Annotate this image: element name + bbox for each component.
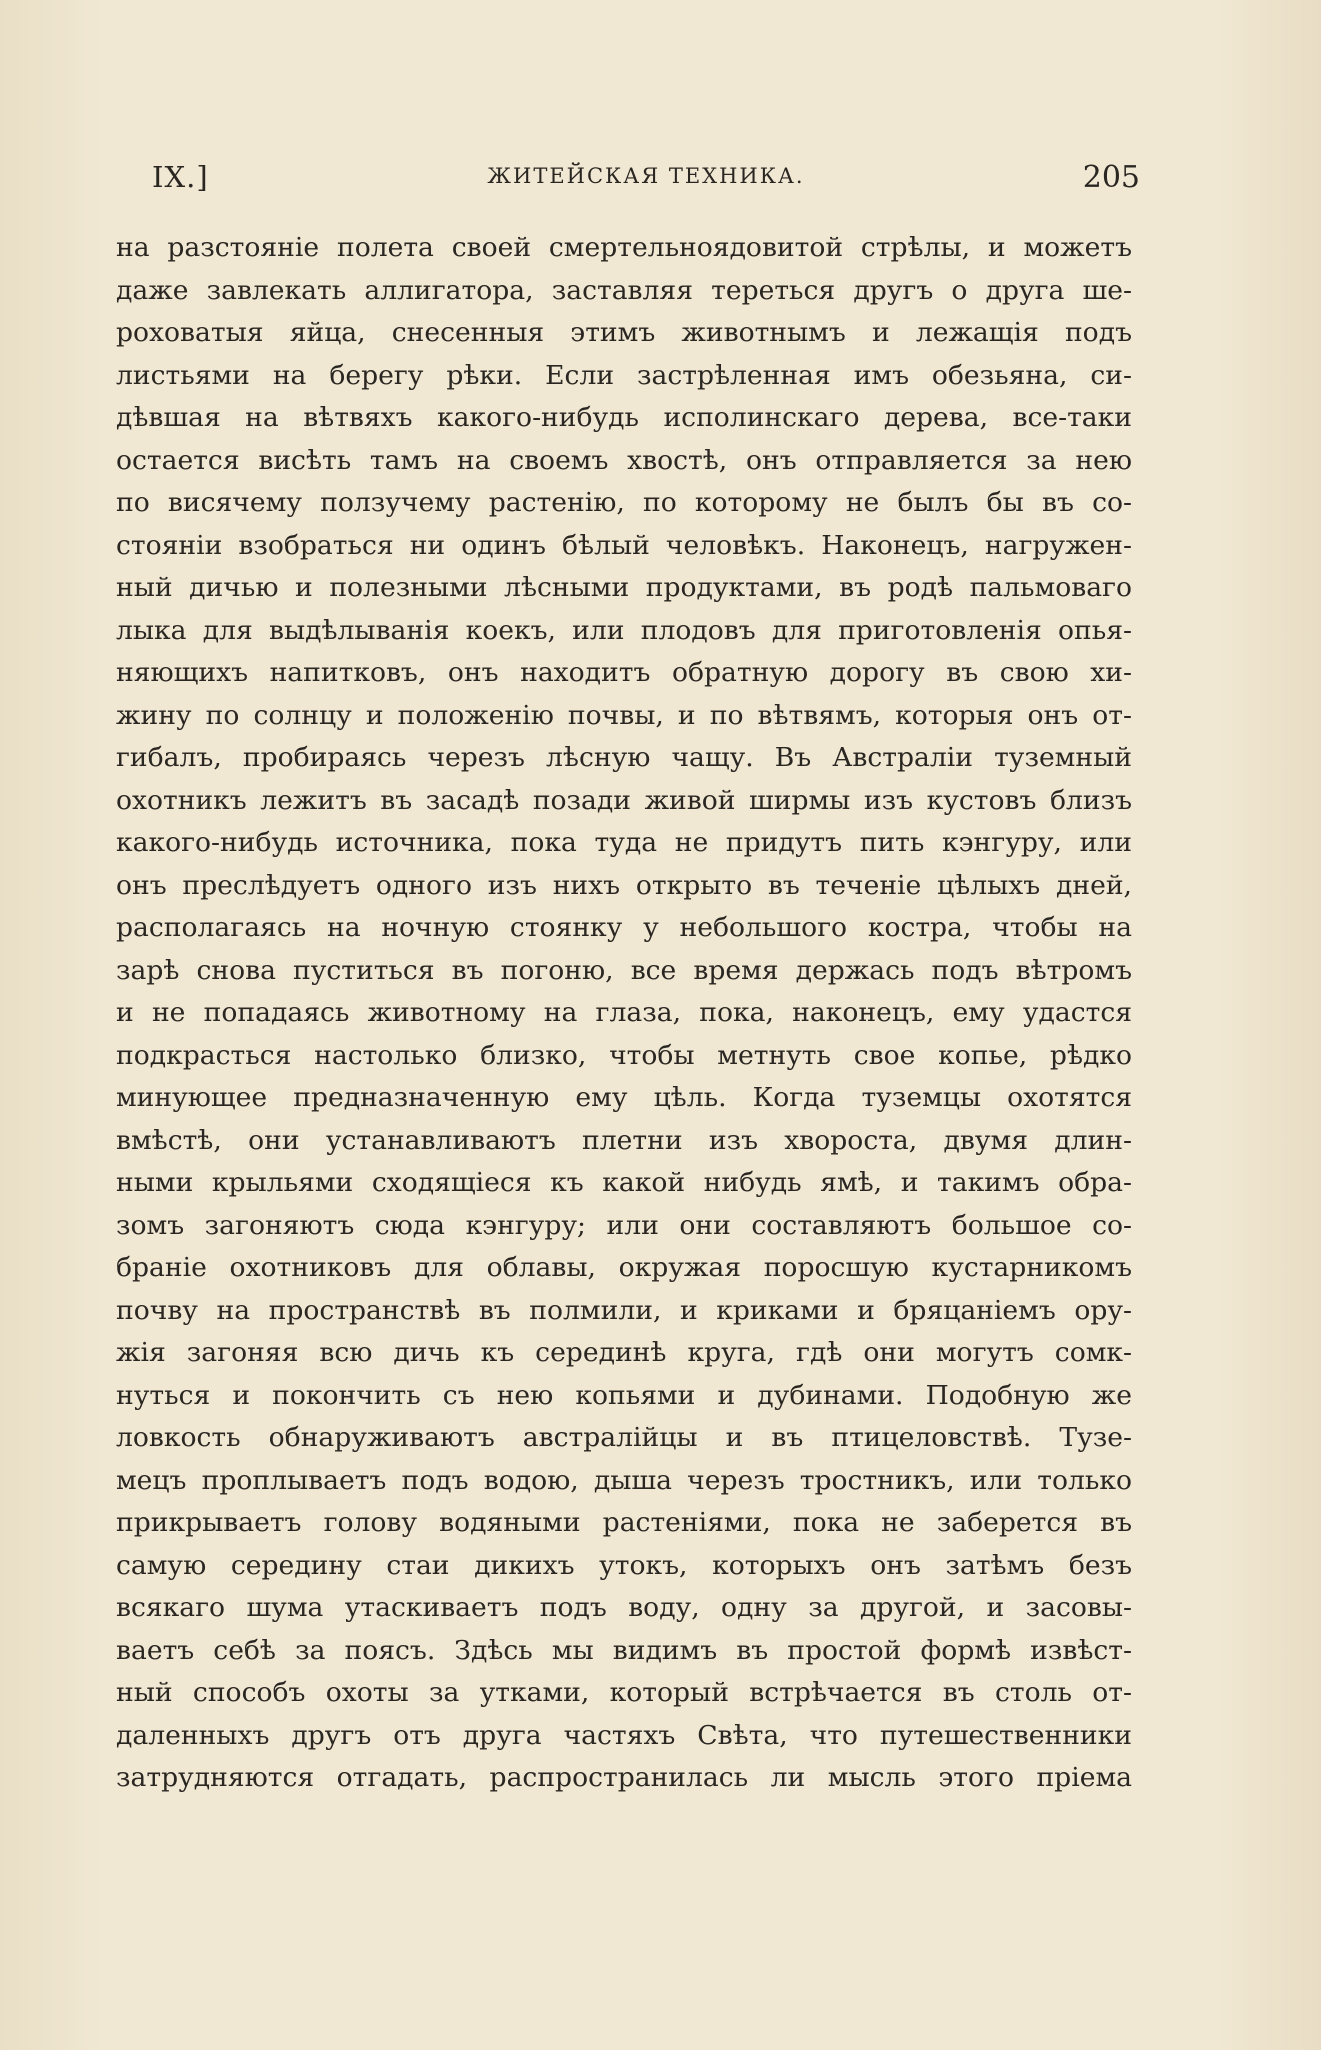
text-line: роховатыя яйца, снесенныя этимъ животнымъ и лежащія подъ bbox=[116, 317, 1132, 348]
text-line: прикрываетъ голову водяными растеніями, пока не заберется въ bbox=[116, 1507, 1132, 1538]
text-line: гибалъ, пробираясь черезъ лѣсную чащу. Въ Австраліи туземный bbox=[116, 742, 1132, 773]
text-line: листьями на берегу рѣки. Если застрѣленная имъ обезьяна, си- bbox=[116, 359, 1132, 391]
text-line: ваетъ себѣ за поясъ. Здѣсь мы видимъ въ простой формѣ извѣст- bbox=[116, 1634, 1132, 1666]
text-line: мецъ проплываетъ подъ водою, дыша черезъ тростникъ, или только bbox=[116, 1464, 1132, 1496]
text-line: ными крыльями сходящіеся къ какой нибудь ямѣ, и такимъ обра- bbox=[116, 1167, 1132, 1198]
text-line: какого-нибудь источника, пока туда не придутъ пить кэнгуру, или bbox=[116, 827, 1132, 858]
text-line: няющихъ напитковъ, онъ находитъ обратную дорогу въ свою хи- bbox=[116, 657, 1132, 688]
chapter-marker: IX.] bbox=[152, 160, 209, 194]
text-line: минующее предназначенную ему цѣль. Когда туземцы охотятся bbox=[116, 1082, 1132, 1113]
text-line: всякаго шума утаскиваетъ подъ воду, одну за другой, и засовы- bbox=[116, 1592, 1132, 1623]
text-line: ловкость обнаруживаютъ австралійцы и въ птицеловствѣ. Тузе- bbox=[116, 1422, 1132, 1453]
text-line: затрудняются отгадать, распространилась ли мысль этого пріема bbox=[116, 1762, 1132, 1793]
text-line: по висячему ползучему растенію, по которому не былъ бы въ со- bbox=[116, 487, 1132, 518]
text-line: остается висѣть тамъ на своемъ хвостѣ, онъ отправляется за нею bbox=[116, 444, 1132, 476]
text-line: дѣвшая на вѣтвяхъ какого-нибудь исполинскаго дерева, все-таки bbox=[116, 402, 1132, 433]
text-line: вмѣстѣ, они устанавливаютъ плетни изъ хвороста, двумя длин- bbox=[116, 1124, 1132, 1156]
body-text bbox=[116, 227, 1132, 1800]
text-line: ный способъ охоты за утками, который встрѣчается въ столь от- bbox=[116, 1677, 1132, 1708]
text-line: ный дичью и полезными лѣсными продуктами, въ родѣ пальмоваго bbox=[116, 572, 1132, 603]
text-line: самую середину стаи дикихъ утокъ, которыхъ онъ затѣмъ безъ bbox=[116, 1549, 1132, 1581]
text-line: зарѣ снова пуститься въ погоню, все время держась подъ вѣтромъ bbox=[116, 954, 1132, 986]
text-line: почву на пространствѣ въ полмили, и криками и бряцаніемъ ору- bbox=[116, 1294, 1132, 1326]
page-number: 205 bbox=[1082, 160, 1140, 195]
text-line: жія загоняя всю дичь къ серединѣ круга, гдѣ они могутъ сомк- bbox=[116, 1337, 1132, 1368]
text-line: располагаясь на ночную стоянку у небольшого костра, чтобы на bbox=[116, 912, 1132, 943]
text-line: стояніи взобраться ни одинъ бѣлый человѣкъ. Наконецъ, нагружен- bbox=[116, 529, 1132, 561]
text-line: охотникъ лежитъ въ засадѣ позади живой ширмы изъ кустовъ близъ bbox=[116, 784, 1132, 816]
text-line: даже завлекать аллигатора, заставляя тереться другъ о друга ше- bbox=[116, 274, 1132, 306]
text-line: браніе охотниковъ для облавы, окружая поросшую кустарникомъ bbox=[116, 1252, 1132, 1283]
running-title: ЖИТЕЙСКАЯ ТЕХНИКА. bbox=[487, 164, 805, 188]
text-line: нуться и покончить съ нею копьями и дубинами. Подобную же bbox=[116, 1379, 1132, 1411]
text-line: на разстояніе полета своей смертельноядовитой стрѣлы, и можетъ bbox=[116, 232, 1132, 263]
text-line: лыка для выдѣлыванія коекъ, или плодовъ для приготовленія опья- bbox=[116, 614, 1132, 646]
page-header bbox=[152, 160, 1140, 200]
text-line: зомъ загоняютъ сюда кэнгуру; или они составляютъ большое со- bbox=[116, 1209, 1132, 1241]
text-line: жину по солнцу и положенію почвы, и по вѣтвямъ, которыя онъ от- bbox=[116, 699, 1132, 731]
text-line: и не попадаясь животному на глаза, пока, наконецъ, ему удастся bbox=[116, 997, 1132, 1028]
text-line: даленныхъ другъ отъ друга частяхъ Свѣта, что путешественники bbox=[116, 1719, 1132, 1751]
text-line: подкрасться настолько близко, чтобы метнуть свое копье, рѣдко bbox=[116, 1039, 1132, 1071]
text-line: онъ преслѣдуетъ одного изъ нихъ открыто въ теченіе цѣлыхъ дней, bbox=[116, 869, 1132, 901]
